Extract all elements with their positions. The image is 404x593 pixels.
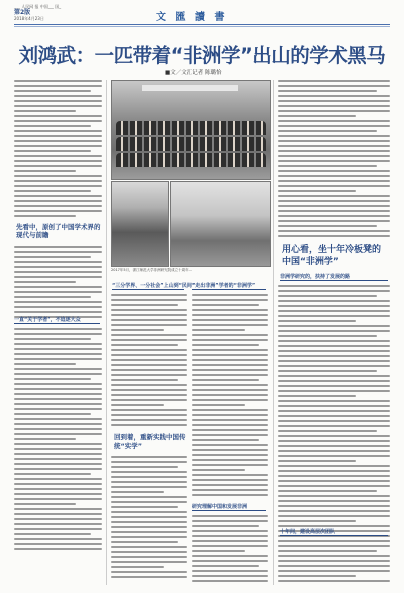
section-title-5: 回到着，重新实践中国传统“实学” [114, 433, 186, 450]
section-title-6-underline [192, 510, 266, 511]
headline: 刘鸿武：一匹带着“非洲学”出山的学术黑马 [18, 44, 386, 67]
top-rule-secondary [14, 26, 390, 27]
column-divider-2 [273, 80, 274, 585]
section-title-3: “三分学界、一分社会”上山到“民间” [112, 283, 196, 289]
group-photo [111, 80, 271, 180]
right-column-top [278, 80, 390, 240]
top-rule [14, 24, 390, 25]
left-column-bottom [14, 328, 102, 553]
mid-column-b [192, 294, 268, 499]
pull-quote: 用心看，坐十年冷板凳的中国“非洲学” [282, 245, 382, 267]
masthead-info [14, 4, 61, 22]
photo-caption: 2017年5月，浙江师范大学非洲研究院成立十周年… [111, 268, 193, 272]
photo-row-2 [116, 137, 266, 151]
photo-banner [142, 85, 238, 91]
section-title-4: “走出非洲”学者的“非洲学” [192, 283, 256, 289]
photo-row-1 [116, 121, 266, 135]
mid-column-a [111, 294, 187, 429]
mid-column-b-bottom [192, 515, 268, 585]
section-title-2: 一直“关于学者”，不追逐大众 [14, 317, 81, 323]
conference-photo [170, 181, 271, 267]
photo-row-3 [116, 153, 266, 167]
left-column-mid [14, 246, 102, 321]
masthead-line1: ___ 人民网 报 中国___ 国_ [14, 4, 62, 9]
issue-date: 2018年4月23日 [14, 16, 44, 21]
section-title-3-underline [112, 289, 184, 290]
column-divider-1 [106, 80, 107, 585]
section-title-2-underline [14, 323, 100, 324]
section-logo: 文 匯 讀 書 [156, 12, 228, 23]
page-number: 第2版 [14, 9, 31, 16]
section-title-1: 先看中，原创了中国学术界的现代与前瞻 [16, 223, 101, 239]
left-column-top [14, 80, 102, 220]
right-column-bottom [278, 540, 390, 585]
byline: ■文／文汇记者 陈璐怡 [165, 70, 222, 76]
masthead [0, 0, 404, 28]
mid-column-a-bottom [111, 456, 187, 581]
right-column-mid [278, 285, 390, 545]
right-section-title-1: 非洲学研究的，扶持了发展的路 [280, 274, 351, 280]
section-title-4-underline [192, 289, 266, 290]
right-section-title-1-underline [280, 280, 388, 281]
portrait-photo [111, 181, 169, 267]
right-section-title-2-underline [280, 535, 388, 536]
right-section-title-2: 十年间，建设高层次团队 [280, 529, 336, 535]
section-title-6: 研究理解中国和发展非洲 [192, 504, 248, 510]
